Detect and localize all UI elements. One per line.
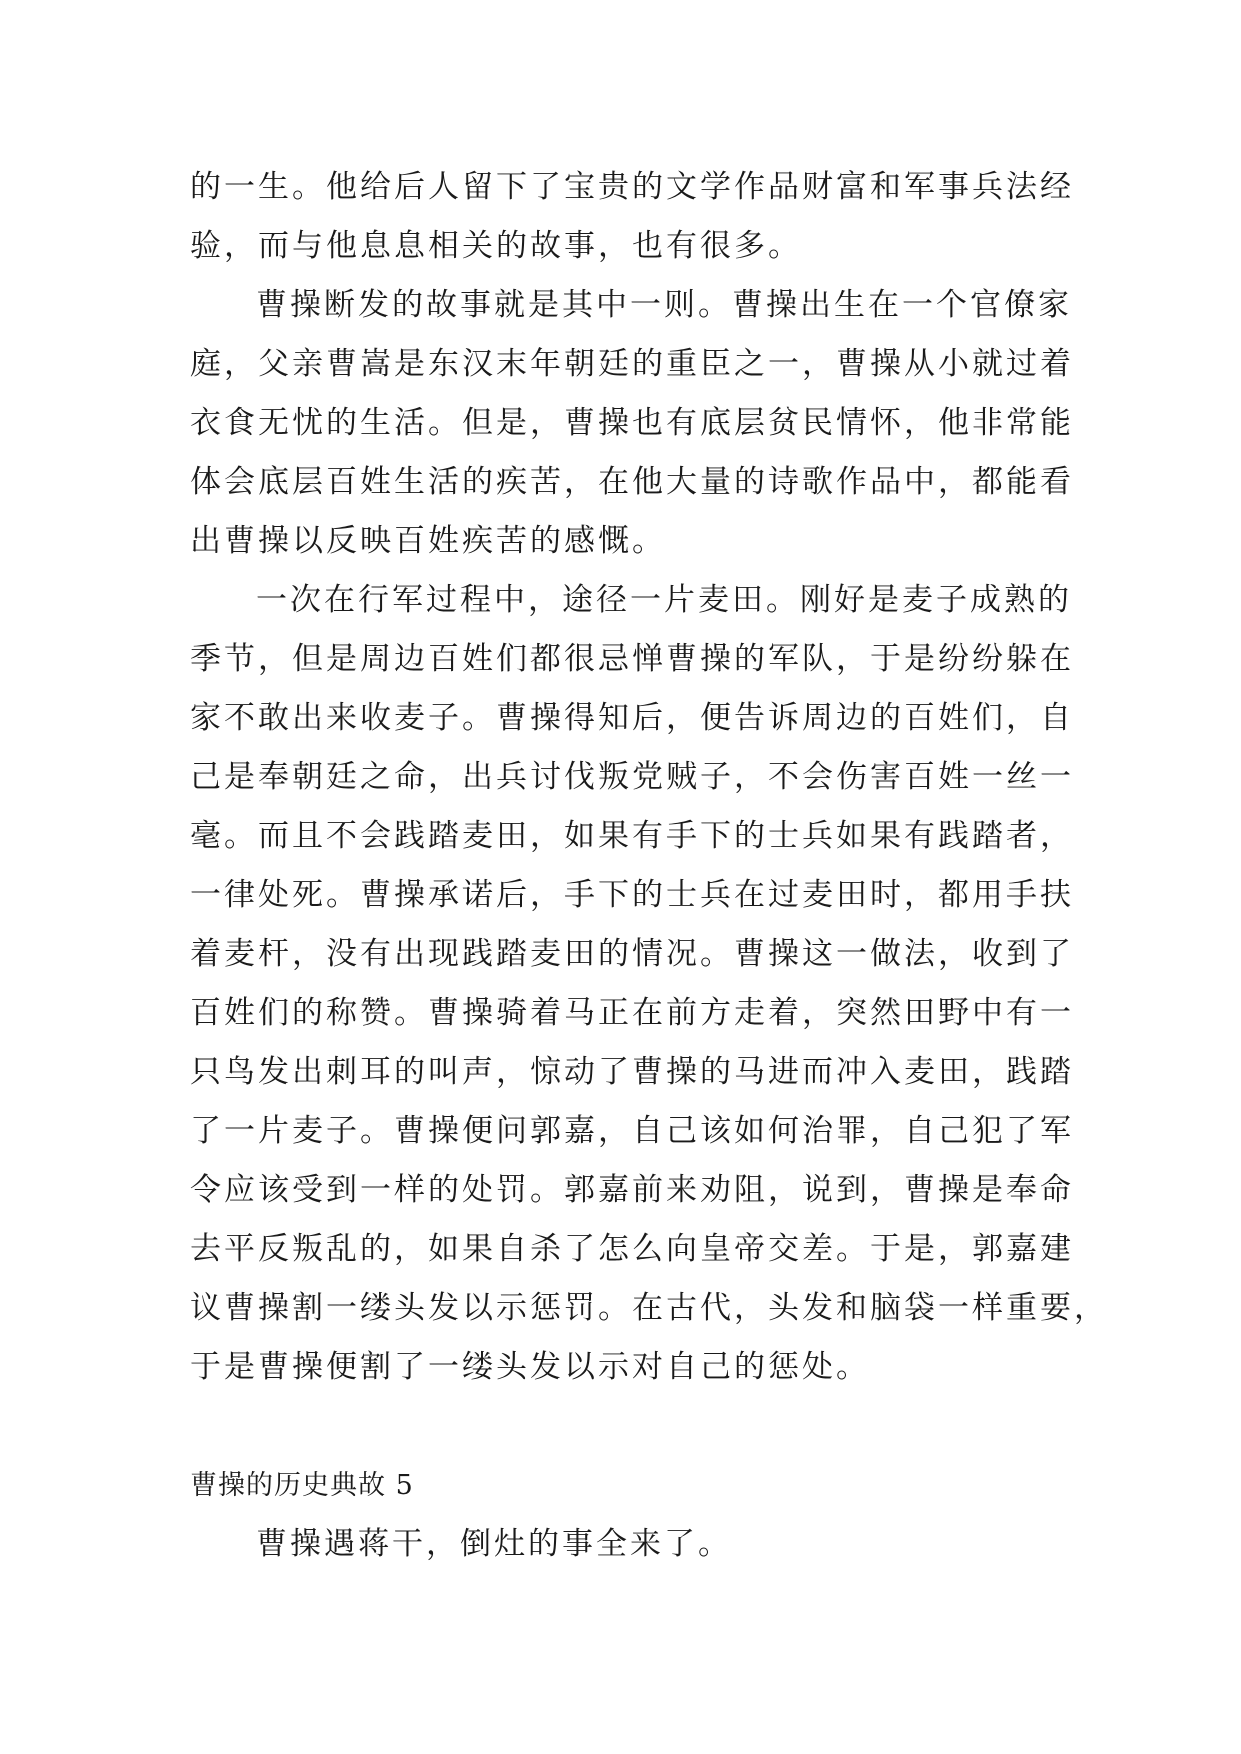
text-line: 去平反叛乱的，如果自杀了怎么向皇帝交差。于是，郭嘉建 [190,1231,1074,1267]
text-line: 己是奉朝廷之命，出兵讨伐叛党贼子，不会伤害百姓一丝一 [190,759,1074,795]
text-line: 议曹操割一缕头发以示惩罚。在古代，头发和脑袋一样重要， [190,1290,1108,1326]
text-line: 家不敢出来收麦子。曹操得知后，便告诉周边的百姓们，自 [190,700,1074,736]
text-line: 毫。而且不会践踏麦田，如果有手下的士兵如果有践踏者， [190,818,1074,854]
paragraph-start-line: 曹操遇蒋干，倒灶的事全来了。 [256,1526,732,1562]
text-line: 衣食无忧的生活。但是，曹操也有底层贫民情怀，他非常能 [190,405,1074,441]
text-line: 季节，但是周边百姓们都很忌惮曹操的军队，于是纷纷躲在 [190,641,1074,677]
text-line: 的一生。他给后人留下了宝贵的文学作品财富和军事兵法经 [190,169,1074,205]
text-line: 令应该受到一样的处罚。郭嘉前来劝阻，说到，曹操是奉命 [190,1172,1074,1208]
section-heading: 曹操的历史典故 5 [190,1470,414,1501]
paragraph-start-line: 一次在行军过程中，途径一片麦田。刚好是麦子成熟的 [256,582,1072,618]
text-line: 验，而与他息息相关的故事，也有很多。 [190,228,802,264]
blank-line [190,1397,1060,1456]
text-line: 出曹操以反映百姓疾苦的感慨。 [190,523,666,559]
text-line: 了一片麦子。曹操便问郭嘉，自己该如何治罪，自己犯了军 [190,1113,1074,1149]
text-line: 庭，父亲曹嵩是东汉末年朝廷的重臣之一，曹操从小就过着 [190,346,1074,382]
text-line: 着麦杆，没有出现践踏麦田的情况。曹操这一做法，收到了 [190,936,1074,972]
text-line: 体会底层百姓生活的疾苦，在他大量的诗歌作品中，都能看 [190,464,1074,500]
document-body [190,158,1108,1574]
text-line: 一律处死。曹操承诺后，手下的士兵在过麦田时，都用手扶 [190,877,1074,913]
text-line: 于是曹操便割了一缕头发以示对自己的惩处。 [190,1349,870,1385]
paragraph-start-line: 曹操断发的故事就是其中一则。曹操出生在一个官僚家 [256,287,1072,323]
text-line: 只鸟发出刺耳的叫声，惊动了曹操的马进而冲入麦田，践踏 [190,1054,1074,1090]
text-line: 百姓们的称赞。曹操骑着马正在前方走着，突然田野中有一 [190,995,1074,1031]
